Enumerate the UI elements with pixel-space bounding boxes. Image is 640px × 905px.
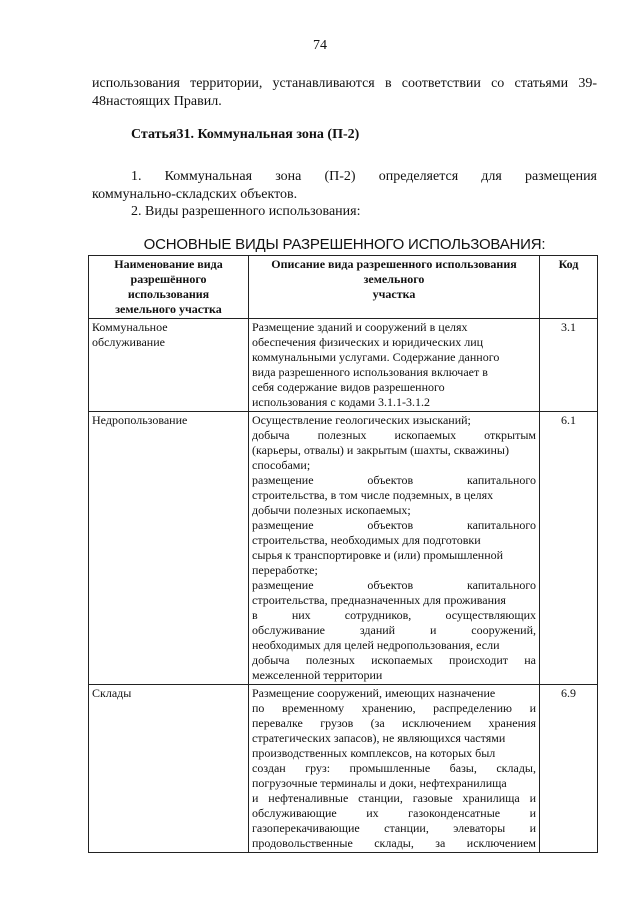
row-name-line: Склады bbox=[92, 686, 132, 700]
row-desc-line: размещение объектов капитального bbox=[252, 518, 536, 532]
table-row bbox=[89, 685, 598, 853]
row-desc-line: по временному хранению, распределению и bbox=[252, 701, 536, 715]
row-desc-line: строительства, в том числе подземных, в целях bbox=[252, 488, 494, 502]
row-desc-line: и нефтеналивные станции, газовые хранилища и bbox=[252, 791, 536, 805]
para1-line-2: коммунально-складских объектов. bbox=[92, 187, 298, 202]
table-header-row bbox=[89, 256, 598, 319]
row-desc-line: Осуществление геологических изысканий; bbox=[252, 413, 471, 427]
row-desc-line: строительства, необходимых для подготовки bbox=[252, 533, 481, 547]
row-desc-line: сырья к транспортировке и (или) промышленной bbox=[252, 548, 504, 562]
row-desc-line: в них сотрудников, осуществляющих bbox=[252, 608, 536, 622]
header-code: Код bbox=[540, 256, 598, 319]
row-desc-line: добыча полезных ископаемых происходит на bbox=[252, 653, 536, 667]
header-name-line: разрешённого bbox=[130, 272, 207, 286]
row-name-line: Коммунальное bbox=[92, 320, 168, 334]
row-desc-line: обеспечения физических и юридических лиц bbox=[252, 335, 484, 349]
row-desc-line: обслуживание зданий и сооружений, bbox=[252, 623, 536, 637]
article-heading: Статья31. Коммунальная зона (П-2) bbox=[131, 127, 360, 142]
row-desc-line: производственных комплексов, на которых был bbox=[252, 746, 496, 760]
row-desc-line: себя содержание видов разрешенного bbox=[252, 380, 445, 394]
row-desc-line: Размещение сооружений, имеющих назначение bbox=[252, 686, 496, 700]
header-desc-line: участка bbox=[372, 287, 416, 301]
row-description bbox=[249, 412, 540, 685]
row-desc-line: строительства, предназначенных для проживания bbox=[252, 593, 506, 607]
row-code: 3.1 bbox=[540, 319, 598, 412]
row-desc-line: переработке; bbox=[252, 563, 318, 577]
row-name bbox=[89, 319, 249, 412]
row-desc-line: размещение объектов капитального bbox=[252, 473, 536, 487]
table-title: ОСНОВНЫЕ ВИДЫ РАЗРЕШЕННОГО ИСПОЛЬЗОВАНИЯ: bbox=[143, 236, 546, 253]
header-name-line: земельного участка bbox=[115, 302, 222, 316]
row-description bbox=[249, 319, 540, 412]
intro-line-2: 48настоящих Правил. bbox=[92, 94, 222, 109]
para1-line-1: 1. Коммунальная зона (П-2) определяется для размещения bbox=[131, 169, 597, 184]
row-name-line: обслуживание bbox=[92, 335, 165, 349]
row-code: 6.1 bbox=[540, 412, 598, 685]
row-desc-line: использования с кодами 3.1.1-3.1.2 bbox=[252, 395, 430, 409]
row-desc-line: газоперекачивающие станции, элеваторы и bbox=[252, 821, 536, 835]
row-code: 6.9 bbox=[540, 685, 598, 853]
header-description bbox=[249, 256, 540, 319]
table-row bbox=[89, 412, 598, 685]
table-row bbox=[89, 319, 598, 412]
row-desc-line: способами; bbox=[252, 458, 311, 472]
row-desc-line: перевалке грузов (за исключением хранения bbox=[252, 716, 536, 730]
row-desc-line: необходимых для целей недропользования, если bbox=[252, 638, 500, 652]
row-description bbox=[249, 685, 540, 853]
row-desc-line: продовольственные склады, за исключением bbox=[252, 836, 536, 850]
header-name-line: Наименование вида bbox=[114, 257, 223, 271]
row-desc-line: стратегических запасов), не являющихся частями bbox=[252, 731, 506, 745]
header-name bbox=[89, 256, 249, 319]
header-desc-line: земельного bbox=[363, 272, 425, 286]
row-desc-line: добыча полезных ископаемых открытым bbox=[252, 428, 536, 442]
intro-line-1: использования территории, устанавливаются в соответствии со статьями 39- bbox=[92, 76, 597, 91]
row-desc-line: коммунальными услугами. Содержание данного bbox=[252, 350, 500, 364]
row-name bbox=[89, 412, 249, 685]
row-desc-line: обслуживающие их газоконденсатные и bbox=[252, 806, 536, 820]
row-desc-line: погрузочные терминалы и доки, нефтехранилища bbox=[252, 776, 507, 790]
row-desc-line: вида разрешенного использования включает в bbox=[252, 365, 488, 379]
row-desc-line: межселенной территории bbox=[252, 668, 383, 682]
header-desc-line: Описание вида разрешенного использования bbox=[271, 257, 517, 271]
row-name-line: Недропользование bbox=[92, 413, 188, 427]
page-number: 74 bbox=[313, 38, 327, 53]
row-desc-line: Размещение зданий и сооружений в целях bbox=[252, 320, 468, 334]
row-desc-line: (карьеры, отвалы) и закрытым (шахты, скважины) bbox=[252, 443, 509, 457]
header-name-line: использования bbox=[127, 287, 210, 301]
land-use-table bbox=[88, 255, 598, 853]
para2: 2. Виды разрешенного использования: bbox=[131, 204, 361, 219]
row-desc-line: размещение объектов капитального bbox=[252, 578, 536, 592]
row-name bbox=[89, 685, 249, 853]
row-desc-line: создан груз: промышленные базы, склады, bbox=[252, 761, 536, 775]
row-desc-line: добычи полезных ископаемых; bbox=[252, 503, 411, 517]
